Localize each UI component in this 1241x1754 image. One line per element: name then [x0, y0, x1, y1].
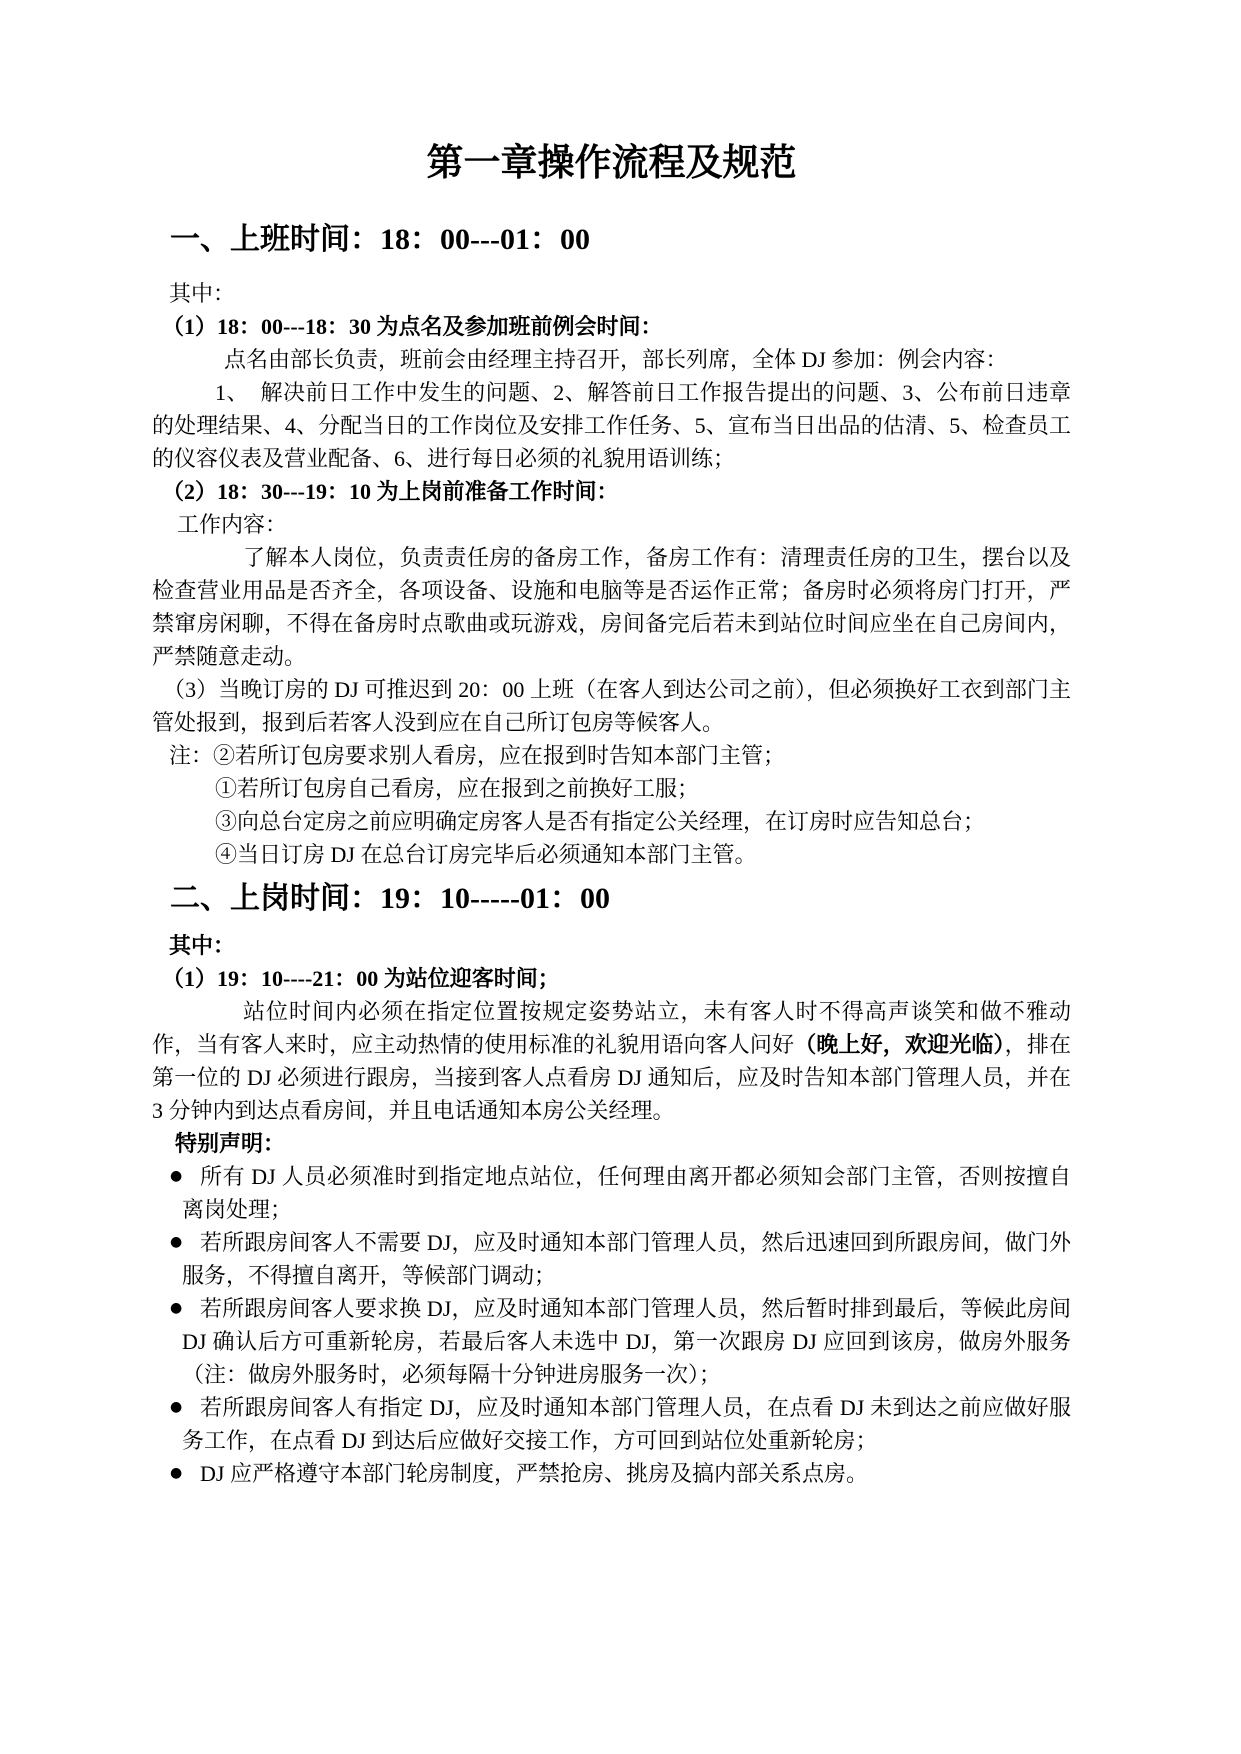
bullet-text-2: 若所跟房间客人不需要 DJ，应及时通知本部门管理人员，然后迅速回到所跟房间，做门外服务，不得擅自离开，等候部门调动；: [182, 1230, 1071, 1288]
section-2-heading: 二、上岗时间：19：10-----01：00: [170, 882, 610, 915]
standing-duty-text-post: ，排在第一位的 DJ 必须进行跟房，当接到客人点看房 DJ 通知后，应及时告知本部门管理人员，并在 3 分钟内到达点看房间，并且电话通知本房公关经理。: [152, 1032, 1071, 1123]
bullet-icon: ●: [170, 1168, 183, 1184]
note-item-1: ①若所订包房自己看房，应在报到之前换好工服；: [215, 776, 700, 801]
paragraph-standing-duty: [152, 995, 1071, 1127]
bullet-text-1: 所有 DJ 人员必须准时到指定地点站位，任何理由离开都必须知会部门主管，否则按擅自离岗处理；: [182, 1164, 1071, 1222]
section-2-intro-label: 其中：: [169, 933, 236, 958]
declaration-bullet-list: [152, 1160, 1071, 1490]
doc-title: 第一章操作流程及规范: [426, 143, 797, 184]
section-1-intro-label: 其中：: [169, 281, 236, 306]
bullet-item-5: [170, 1457, 1071, 1490]
bullet-icon: ●: [170, 1300, 183, 1316]
note-item-2: ③向总台定房之前应明确定房客人是否有指定公关经理，在订房时应告知总台；: [215, 809, 986, 834]
section-1-heading: 一、上班时间：18：00---01：00: [170, 223, 590, 256]
bullet-item-4: [170, 1391, 1071, 1457]
bullet-item-3: [170, 1292, 1071, 1391]
bullet-item-2: [170, 1226, 1071, 1292]
note-lead: 注：②若所订包房要求别人看房，应在报到时告知本部门主管；: [169, 743, 786, 768]
work-content-label: 工作内容：: [177, 512, 288, 537]
bullet-icon: ●: [170, 1465, 183, 1481]
bullet-text-4: 若所跟房间客人有指定 DJ，应及时通知本部门管理人员，在点看 DJ 未到达之前应做好服务工作，在点看 DJ 到达后应做好交接工作，方可回到站位处重新轮房；: [182, 1395, 1071, 1453]
section-1-sub-2-heading: （2）18：30---19：10 为上岗前准备工作时间：: [162, 479, 619, 504]
section-2-sub-1-heading: （1）19：10----21：00 为站位迎客时间；: [162, 966, 560, 991]
paragraph-rollcall: 点名由部长负责，班前会由经理主持召开，部长列席，全体 DJ 参加：例会内容：: [224, 347, 1008, 372]
bullet-item-1: [170, 1160, 1071, 1226]
special-declaration-label: 特别声明：: [175, 1131, 286, 1156]
bullet-icon: ●: [170, 1399, 183, 1415]
paragraph-late-arrival: （3）当晚订房的 DJ 可推迟到 20：00 上班（在客人到达公司之前），但必须换好工衣到部门主管处报到，报到后若客人没到应在自己所订包房等候客人。: [152, 677, 1071, 735]
standing-duty-text-pre: 站位时间内必须在指定位置按规定姿势站立，未有客人时不得高声谈笑和做不雅动作，当有客人来时，应主动热情的使用标准的礼貌用语向客人问好: [152, 999, 1071, 1057]
note-item-3: ④当日订房 DJ 在总台订房完毕后必须通知本部门主管。: [215, 842, 757, 867]
bullet-icon: ●: [170, 1234, 183, 1250]
bullet-text-3: 若所跟房间客人要求换 DJ，应及时通知本部门管理人员，然后暂时排到最后，等候此房间 DJ 确认后方可重新轮房，若最后客人未选中 DJ，第一次跟房 DJ 应回到该房，做房外服务（注：做房外服务时，必须每隔十分钟进房服务一次）；: [182, 1296, 1071, 1387]
bullet-text-5: DJ 应严格遵守本部门轮房制度，严禁抢房、挑房及搞内部关系点房。: [200, 1461, 868, 1486]
paragraph-room-prep: 了解本人岗位，负责责任房的备房工作，备房工作有：清理责任房的卫生，摆台以及检查营业用品是否齐全，各项设备、设施和电脑等是否运作正常；备房时必须将房门打开，严禁窜房闲聊，不得在备房时点歌曲或玩游戏，房间备完后若未到站位时间应坐在自己房间内，严禁随意走动。: [152, 545, 1071, 669]
greeting-phrase-bold: （晚上好，欢迎光临）: [794, 1032, 1005, 1057]
paragraph-meeting-agenda: 1、 解决前日工作中发生的问题、2、解答前日工作报告提出的问题、3、公布前日违章的处理结果、4、分配当日的工作岗位及安排工作任务、5、宣布当日出品的估清、5、检查员工的仪容仪表及营业配备、6、进行每日必须的礼貌用语训练；: [152, 380, 1071, 471]
section-1-sub-1-heading: （1）18：00---18：30 为点名及参加班前例会时间：: [162, 314, 663, 339]
